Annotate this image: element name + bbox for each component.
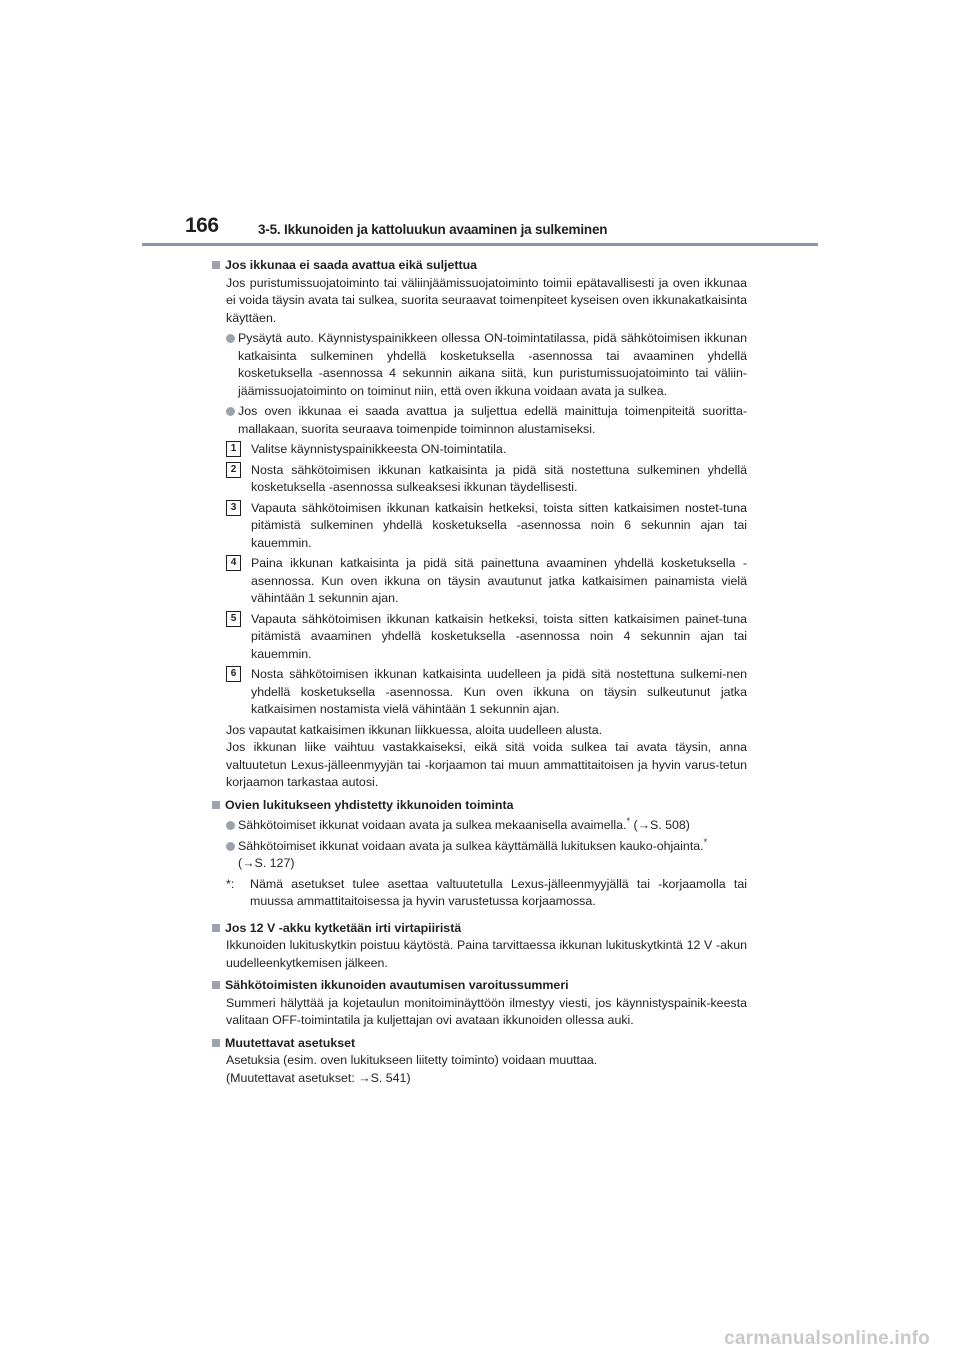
step-item: 6 Nosta sähkötoimisen ikkunan katkaisinta uudelleen ja pidä sitä nostettuna sulkemi-nen yhdellä kosketuksella -asennossa. Kun oven ikkuna on täysin sulkeutunut jatka katkaisimen nostamista vielä vähintään 1 sekunnin ajan. [212,666,747,719]
step-number-badge: 1 [226,441,241,457]
paragraph: (Muutettavat asetukset: →S. 541) [226,1070,411,1085]
step-number-badge: 5 [226,611,241,627]
paragraph: Jos puristumissuojatoiminto tai väliinjäämissuojatoiminto toimii epätavallisesti ja oven ikkunaa ei voida täysin avata tai sulkea, suorita seuraavat toimenpiteet kyseisen oven ikkunakatkaisinta käyttäen. [226,275,747,325]
square-bullet-icon [212,981,220,989]
circle-bullet-icon [226,407,235,416]
footnote-mark: *: [226,876,235,891]
step-item: 4 Paina ikkunan katkaisinta ja pidä sitä painettuna avaaminen yhdellä kosketuksella -asennossa. Kun oven ikkuna on täysin avautunut jatka katkaisimen painamista vielä vähintään 1 sekunnin ajan. [212,555,747,608]
list-item: Sähkötoimiset ikkunat voidaan avata ja sulkea käyttämällä lukituksen kauko-ohjainta.* (→S. 127) [212,838,747,873]
step-item: 3 Vapauta sähkötoimisen ikkunan katkaisin hetkeksi, toista sitten katkaisimen nostet-tuna pitämistä sulkeminen yhdellä kosketuksella -asennossa noin 6 sekunnin ajan tai kauemmin. [212,500,747,553]
step-item: 2 Nosta sähkötoimisen ikkunan katkaisinta ja pidä sitä nostettuna sulkeminen yhdellä kosketuksella -asennossa sulkeaksesi ikkunan täydellisesti. [212,462,747,497]
footnote-star: * [626,815,630,826]
square-bullet-icon [212,261,220,269]
paragraph: Ikkunoiden lukituskytkin poistuu käytöstä. Paina tarvittaessa ikkunan lukituskytkintä 12 V -akun uudelleenkytkemisen jälkeen. [226,938,747,970]
list-item: Pysäytä auto. Käynnistyspainikkeen ollessa ON-toimintatilassa, pidä sähkötoimisen ikkunan katkaisinta sulkeminen yhdellä kosketuksella -asennossa tai avaaminen yhdellä kosketuksella -asennossa 4 sekunnin aikana siitä, kun puristumissuojatoiminto tai väliin-jäämissuojatoiminto on toiminut niin, että oven ikkuna voidaan avata ja sulkea. [212,330,747,400]
section-title: 3-5. Ikkunoiden ja kattoluukun avaaminen ja sulkeminen [258,222,608,237]
list-item: Jos oven ikkunaa ei saada avattua ja suljettua edellä mainittuja toimenpiteitä suoritta-mallakaan, suorita seuraava toimenpide toiminnon alustamiseksi. [212,403,747,438]
section-heading: Jos ikkunaa ei saada avattua eikä suljettua [212,257,747,275]
section-heading: Ovien lukitukseen yhdistetty ikkunoiden toiminta [212,797,747,815]
square-bullet-icon [212,801,220,809]
paragraph: Asetuksia (esim. oven lukitukseen liitetty toiminto) voidaan muuttaa. [226,1053,598,1067]
section-heading: Sähkötoimisten ikkunoiden avautumisen varoitussummeri [212,977,747,995]
page-header [0,0,960,250]
header-rule [142,243,818,246]
page-reference: (→S. 127) [238,856,295,870]
step-item: 1 Valitse käynnistyspainikkeesta ON-toimintatila. [212,441,747,459]
section-heading: Muutettavat asetukset [212,1035,747,1053]
page-content [212,257,747,1087]
square-bullet-icon [212,1039,220,1047]
footnote-star: * [703,836,708,847]
footnote: *: Nämä asetukset tulee asettaa valtuutetulla Lexus-jälleenmyyjällä tai -korjaamolla tai muussa ammattitaitoisessa ja hyvin varustetussa korjaamossa. [226,876,747,908]
page-reference: (→S. 508) [633,818,690,832]
watermark-link[interactable]: carmanualsonline.info [724,1328,930,1349]
step-number-badge: 6 [226,666,241,682]
section-heading: Jos 12 V -akku kytketään irti virtapiiristä [212,920,747,938]
list-item: Sähkötoimiset ikkunat voidaan avata ja sulkea mekaanisella avaimella.* (→S. 508) [212,817,747,835]
step-number-badge: 2 [226,462,241,478]
circle-bullet-icon [226,334,235,343]
paragraph: Jos ikkunan liike vaihtuu vastakkaiseksi, eikä sitä voida sulkea tai avata täysin, anna valtuutetun Lexus-jälleenmyyjän tai -korjaamon tai muun ammattitaitoisen ja hyvin varus-tetun korjaamon tarkastaa autosi. [226,740,747,789]
step-number-badge: 3 [226,500,241,516]
circle-bullet-icon [226,842,235,851]
page-number: 166 [185,214,219,237]
paragraph: Summeri hälyttää ja kojetaulun monitoiminäyttöön ilmestyy viesti, jos käynnistyspainik-keesta valitaan OFF-toimintatila ja kuljettajan ovi avataan ikkunoiden ollessa auki. [226,995,747,1027]
step-item: 5 Vapauta sähkötoimisen ikkunan katkaisin hetkeksi, toista sitten katkaisimen painet-tuna pitämistä avaaminen yhdellä kosketuksella -asennossa noin 4 sekunnin ajan tai kauemmin. [212,611,747,664]
step-number-badge: 4 [226,555,241,571]
square-bullet-icon [212,924,220,932]
circle-bullet-icon [226,821,235,830]
paragraph: Jos vapautat katkaisimen ikkunan liikkuessa, aloita uudelleen alusta. [226,722,603,737]
watermark-bar [0,1322,960,1358]
